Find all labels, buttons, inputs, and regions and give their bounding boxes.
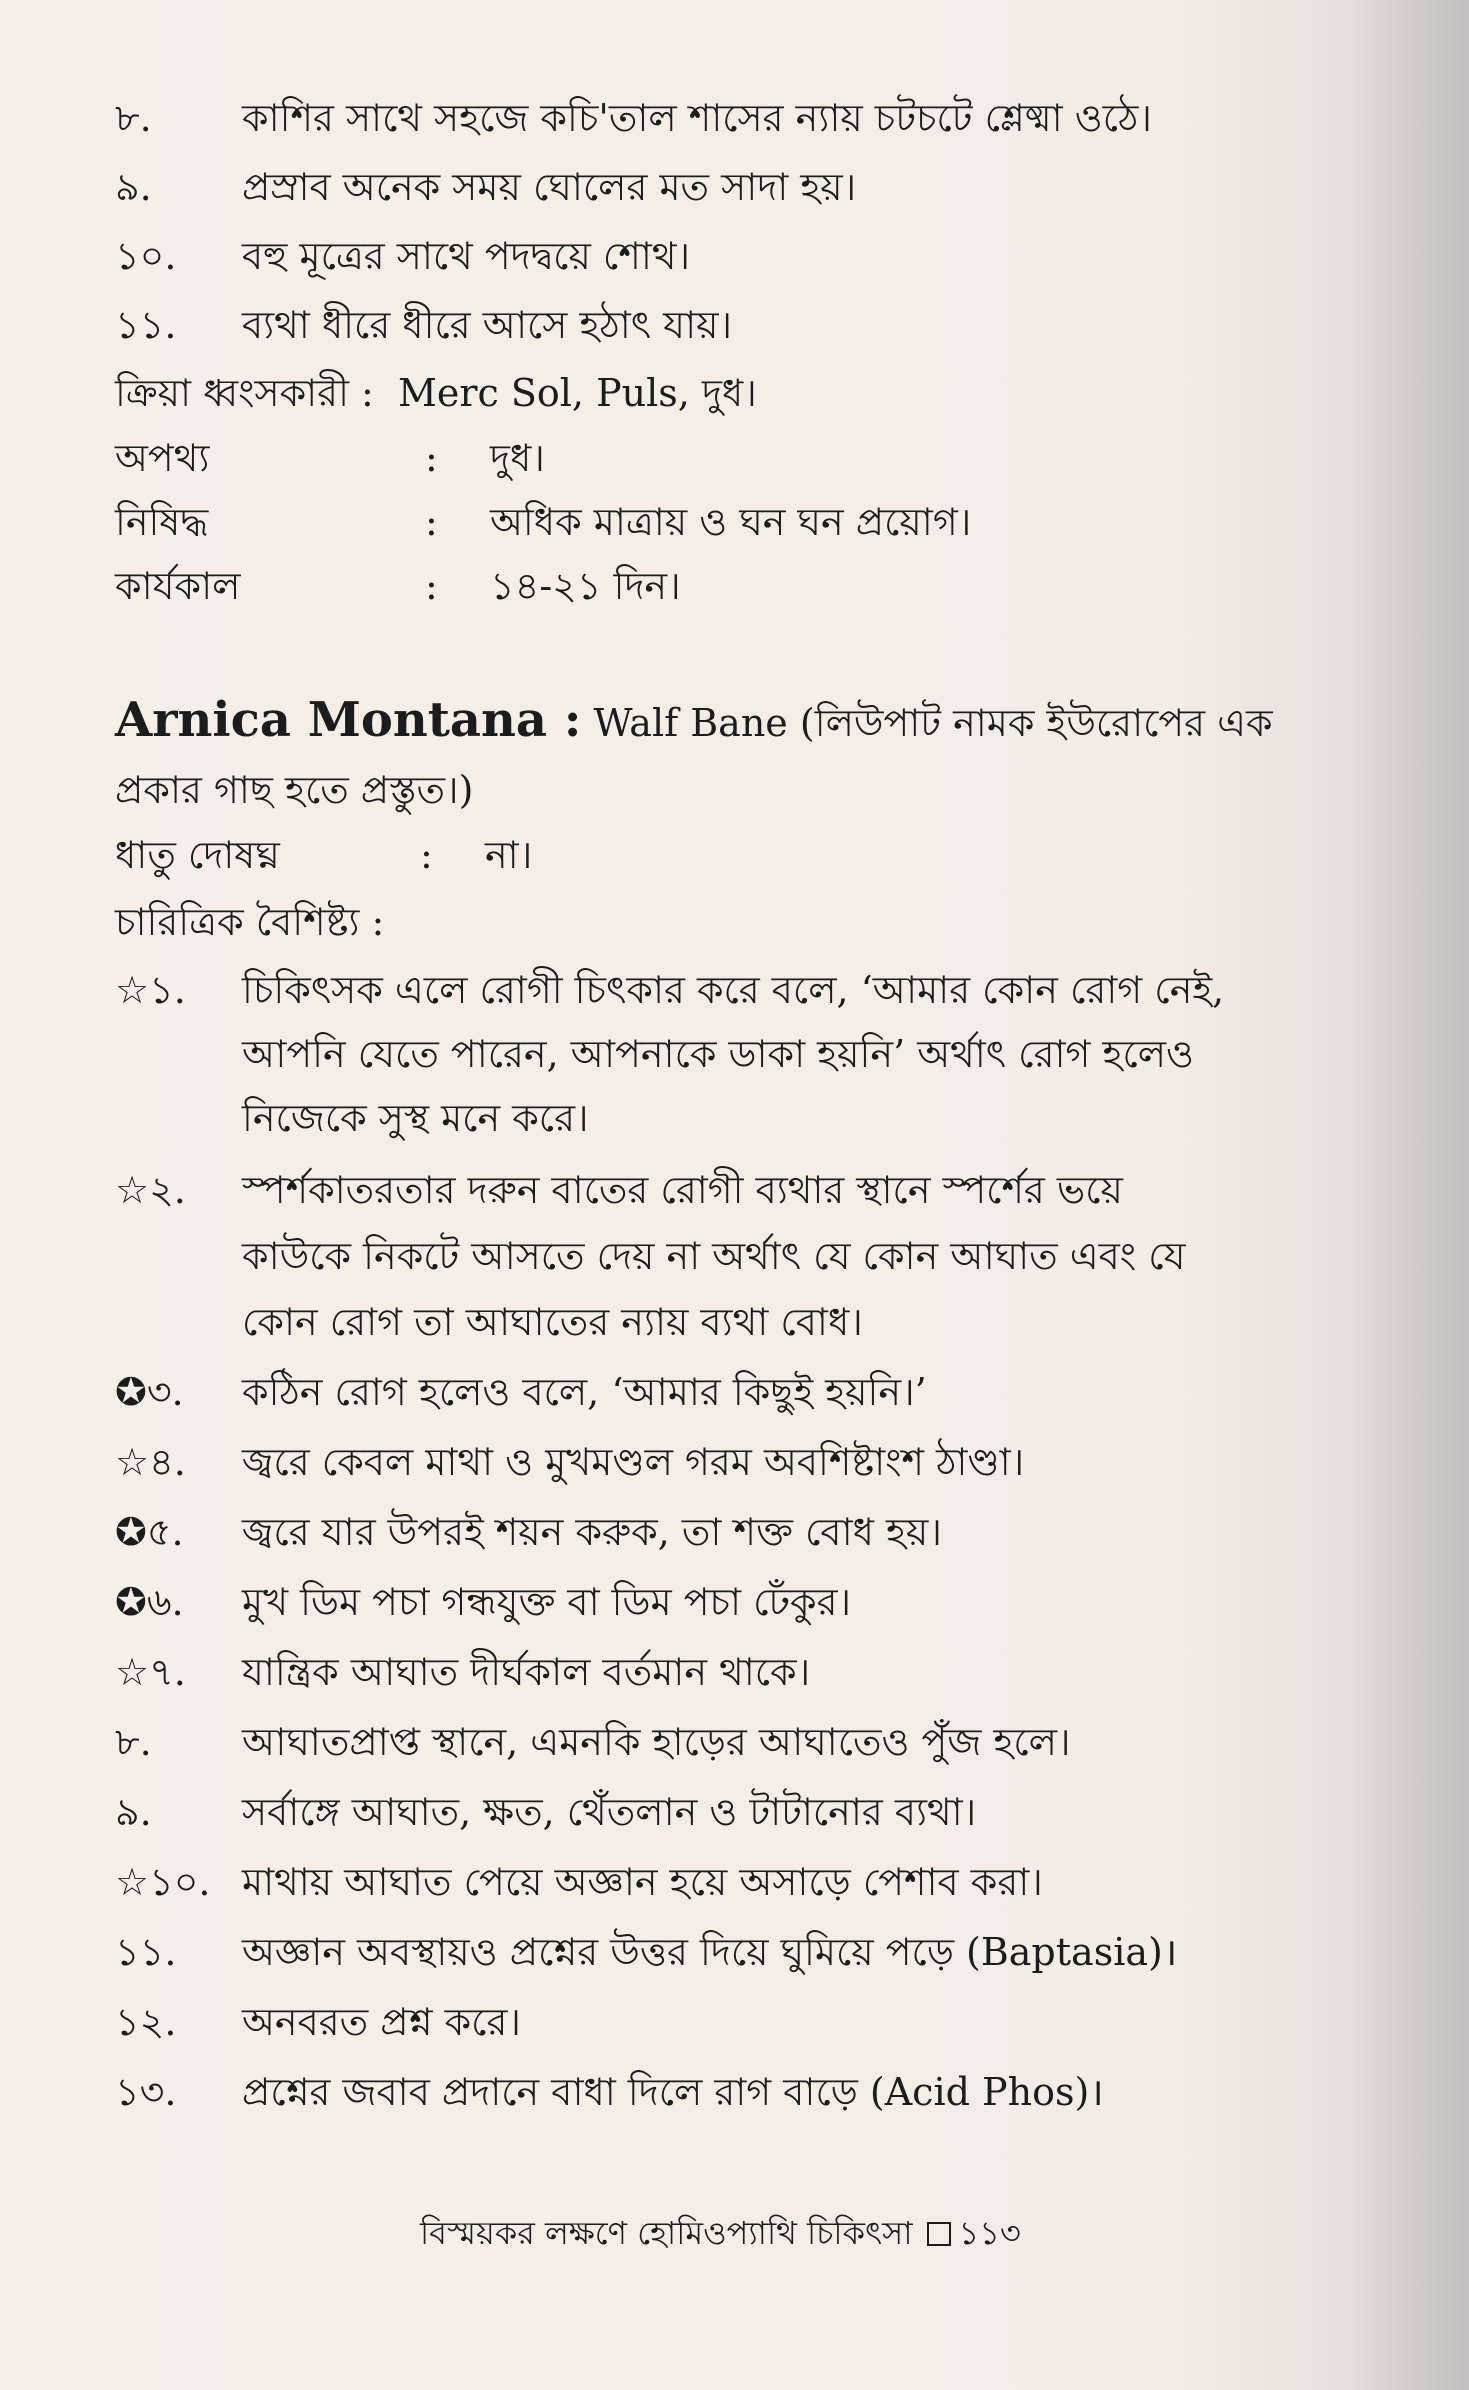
antidote-line bbox=[115, 363, 1389, 423]
remedy-desc: Walf Bane (লিউপাট নামক ইউরোপের এক bbox=[593, 701, 1273, 745]
antidote-label: ক্রিয়া ধ্বংসকারী : bbox=[115, 371, 374, 415]
remedy-desc-continued: প্রকার গাছ হতে প্রস্তুত।) bbox=[115, 768, 474, 812]
remedy-heading bbox=[115, 690, 1389, 753]
antidote-value: Merc Sol, Puls, দুধ। bbox=[397, 371, 757, 415]
square-icon bbox=[927, 2222, 951, 2246]
page-number: ১১৩ bbox=[958, 2214, 1021, 2252]
remedy-name: Arnica Montana : bbox=[115, 692, 582, 748]
footer-title: বিস্ময়কর লক্ষণে হোমিওপ্যাথি চিকিৎসা bbox=[420, 2214, 913, 2252]
page-footer bbox=[420, 2210, 1021, 2256]
char-label: চারিত্রিক বৈশিষ্ট্য : bbox=[115, 900, 385, 944]
